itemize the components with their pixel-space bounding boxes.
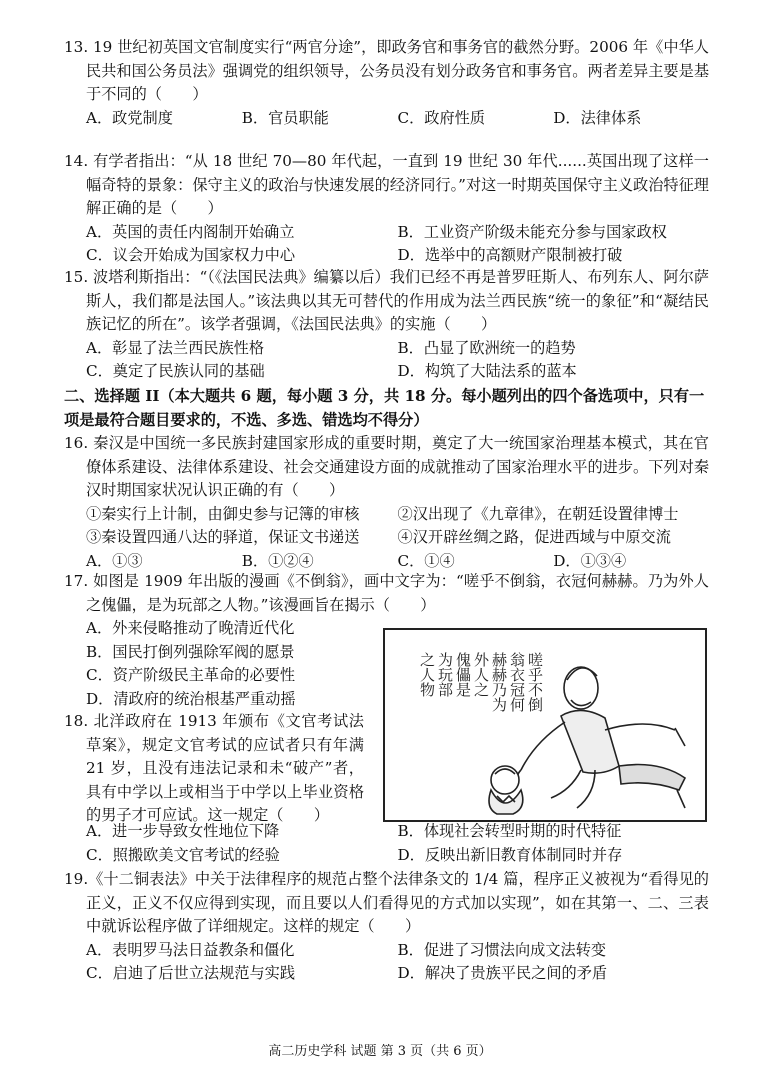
statement-3: ③秦设置四通八达的驿道，保证文书递送 [86,528,360,546]
option-d: D．法律体系 [553,108,642,127]
option-c: C．启迪了后世立法规范与实践 [86,964,296,982]
option-d: D．解决了贵族平民之间的矛盾 [397,964,608,982]
option-c: C．资产阶级民主革命的必要性 [86,666,296,684]
option-a: A．进一步导致女性地位下降 [86,822,280,840]
option-a: A．外来侵略推动了晚清近代化 [86,619,295,637]
cartoon-image [383,628,707,822]
option-b: B．工业资产阶级未能充分参与国家政权 [397,222,667,241]
statement-4: ④汉开辟丝绸之路，促进西域与中原交流 [397,528,671,546]
option-a: A．表明罗马法日益教条和僵化 [86,940,295,959]
question-stem: 16. 秦汉是中国统一多民族封建国家形成的重要时期，奠定了大一统国家治理基本模式，其在官僚体系建设、法律体系建设、社会交通建设方面的成就推动了国家治理水平的进步。下列对秦汉时期国家状况认识正确的有（ ） [64,434,709,499]
page-footer: 高二历史学科 试题 第 3 页（共 6 页） [268,1044,492,1059]
option-b: B．国民打倒列强除军阀的愿景 [86,642,295,661]
option-list [64,221,709,268]
question-16 [64,432,709,573]
option-c: C．①④ [397,551,455,570]
question-stem: 13. 19 世纪初英国文官制度实行“两官分途”，即政务官和事务官的截然分野。2006 年《中华人民共和国公务员法》强调党的组织领导，公务员没有划分政务官和事务官。两者差异主要是基于不同的（ ） [64,38,709,103]
option-list [64,939,709,986]
option-d: D．构筑了大陆法系的蓝本 [397,362,577,380]
cartoon-caption-col-2: 翁衣冠何 [508,652,526,712]
option-c: C．奠定了民族认同的基础 [86,362,265,380]
option-b: B．凸显了欧洲统一的趋势 [397,338,576,357]
question-15 [64,266,709,384]
option-d: D．清政府的统治根基严重动摇 [86,689,296,708]
option-d: D．①③④ [553,551,627,570]
option-a: A．英国的责任内阁制开始确立 [86,222,295,241]
question-14 [64,150,709,268]
option-b: B．①②④ [241,551,314,570]
cartoon-caption-col-6: 为玩部 [436,652,454,697]
option-a: A．彰显了法兰西民族性格 [86,338,265,357]
question-18 [64,710,364,828]
question-stem: 18. 北洋政府在 1913 年颁布《文官考试法草案》，规定文官考试的应试者只有年满 21 岁，且没有违法记录和未“破产”者，具有中学以上或相当于中学以上毕业资格的男子才可应试。这一规定（ ） [64,712,364,824]
option-list [64,337,709,384]
option-c: C．照搬欧美文官考试的经验 [86,845,280,864]
statement-2: ②汉出现了《九章律》，在朝廷设置律博士 [397,504,679,523]
cartoon-caption-col-1: 嗟乎不倒 [526,652,544,712]
option-c: C．政府性质 [397,108,486,127]
option-d: D．反映出新旧教育体制同时并存 [397,845,623,864]
question-stem: 15. 波塔利斯指出：“（《法国民法典》编纂以后）我们已经不再是普罗旺斯人、布列东人、阿尔萨斯人，我们都是法国人。”该法典以其无可替代的作用成为法兰西民族“统一的象征”和“凝结民族记忆的所在”。该学者强调，《法国民法典》的实施（ ） [64,268,709,333]
option-c: C．议会开始成为国家权力中心 [86,246,296,264]
option-list [64,617,386,711]
section-heading: 二、选择题 II（本大题共 6 题，每小题 3 分，共 18 分。每小题列出的四个备选项中，只有一项是最符合题目要求的，不选、多选、错选均不得分） [64,387,705,429]
cartoon-caption-col-5: 傀儡是 [454,652,472,697]
cartoon-caption-col-7: 之人物 [418,652,436,697]
question-18-options [64,820,709,867]
option-b: B．促进了习惯法向成文法转变 [397,940,607,959]
cartoon-caption-col-4: 外人之 [472,652,490,697]
question-stem: 19.《十二铜表法》中关于法律程序的规范占整个法律条文的 1/4 篇，程序正义被视为“看得见的正义，正义不仅应得到实现，而且要以人们看得见的方式加以实现”，如在其第一、二、三表中就诉讼程序做了详细规定。这样的规定（ ） [64,870,709,935]
option-d: D．选举中的高额财产限制被打破 [397,246,623,264]
question-stem: 17. 如图是 1909 年出版的漫画《不倒翁》，画中文字为：“嗟乎不倒翁，衣冠何赫赫。乃为外人之傀儡，是为玩部之人物。”该漫画旨在揭示（ ） [64,572,709,614]
statement-1: ①秦实行上计制，由御史参与记簿的审核 [86,504,360,523]
statement-list [64,503,709,550]
option-b: B．官员职能 [241,108,329,127]
question-19 [64,868,709,986]
option-a: A．政党制度 [86,108,173,127]
tumbler-cartoon-illustration [385,630,701,816]
question-stem: 14. 有学者指出：“从 18 世纪 70—80 年代起，一直到 19 世纪 30 年代......英国出现了这样一幅奇特的景象：保守主义的政治与快速发展的经济同行。”对这一时期英国保守主义政治特征理解正确的是（ ） [64,152,709,217]
option-b: B．体现社会转型时期的时代特征 [397,822,622,840]
option-a: A．①③ [86,551,143,570]
cartoon-caption-col-3: 赫赫乃为 [490,652,508,712]
option-list [64,820,709,867]
question-13 [64,36,709,130]
option-list [64,107,709,131]
